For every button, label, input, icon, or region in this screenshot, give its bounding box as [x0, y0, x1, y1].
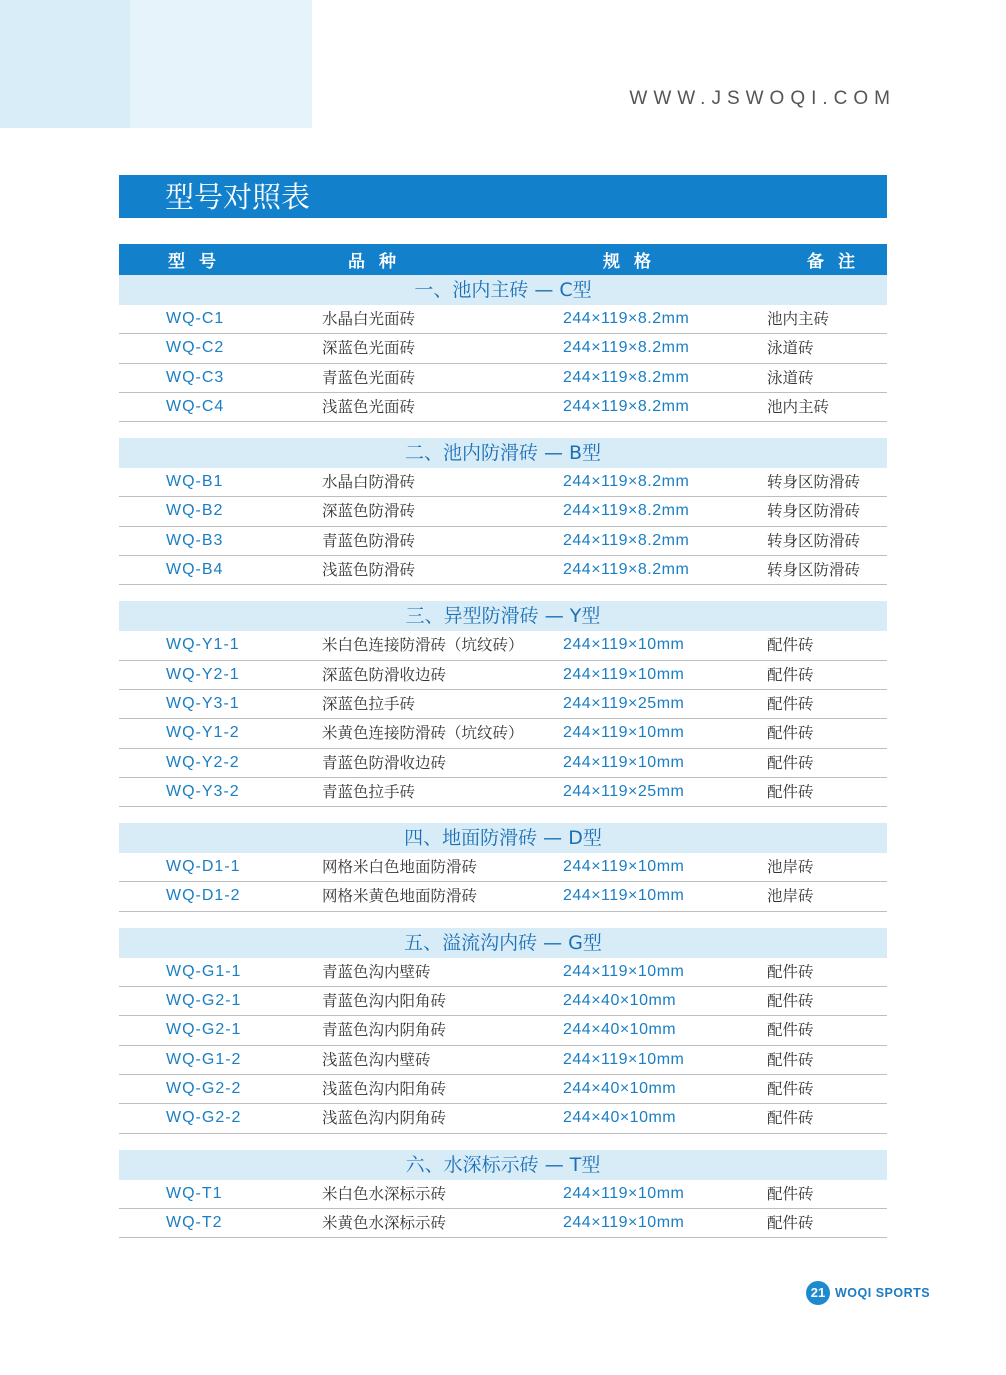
table-row — [119, 719, 887, 748]
cell-note: 泳道砖 — [767, 339, 814, 358]
cell-spec: 244×119×10mm — [563, 1050, 685, 1068]
table-row — [119, 1104, 887, 1133]
table-row — [119, 778, 887, 807]
cell-variety: 浅蓝色防滑砖 — [322, 561, 416, 580]
cell-variety: 深蓝色拉手砖 — [322, 694, 416, 713]
cell-model: WQ-Y2-2 — [166, 753, 240, 771]
title-bar — [119, 175, 887, 218]
cell-model: WQ-T2 — [166, 1213, 223, 1231]
cell-variety: 米白色连接防滑砖（坑纹砖） — [322, 636, 524, 655]
table-section — [119, 1150, 887, 1239]
section-gap — [119, 912, 887, 928]
cell-spec: 244×119×10mm — [563, 665, 685, 683]
table-row — [119, 882, 887, 911]
header-variety: 品 种 — [348, 252, 400, 272]
cell-variety: 青蓝色光面砖 — [322, 368, 416, 387]
table-section — [119, 601, 887, 807]
cell-model: WQ-T1 — [166, 1184, 223, 1202]
cell-model: WQ-C2 — [166, 339, 225, 357]
table-row — [119, 364, 887, 393]
cell-note: 配件砖 — [767, 724, 814, 743]
cell-model: WQ-G2-2 — [166, 1109, 242, 1127]
cell-spec: 244×40×10mm — [563, 1021, 677, 1039]
model-table — [119, 244, 887, 1238]
cell-model: WQ-G2-2 — [166, 1079, 242, 1097]
cell-variety: 米黄色连接防滑砖（坑纹砖） — [322, 724, 524, 743]
cell-note: 配件砖 — [767, 665, 814, 684]
cell-note: 配件砖 — [767, 753, 814, 772]
cell-variety: 青蓝色防滑收边砖 — [322, 753, 447, 772]
section-header: 六、水深标示砖 — T型 — [119, 1150, 887, 1180]
cell-note: 池岸砖 — [767, 887, 814, 906]
footer — [806, 1281, 930, 1305]
cell-note: 配件砖 — [767, 992, 814, 1011]
cell-model: WQ-B3 — [166, 531, 224, 549]
cell-spec: 244×119×10mm — [563, 1184, 685, 1202]
cell-spec: 244×119×10mm — [563, 858, 685, 876]
cell-variety: 浅蓝色光面砖 — [322, 397, 416, 416]
table-section — [119, 275, 887, 422]
cell-note: 配件砖 — [767, 1213, 814, 1232]
cell-note: 配件砖 — [767, 1184, 814, 1203]
table-header — [119, 244, 887, 275]
table-row — [119, 497, 887, 526]
cell-variety: 水晶白防滑砖 — [322, 473, 416, 492]
section-header: 三、异型防滑砖 — Y型 — [119, 601, 887, 631]
corner-decoration-inner — [0, 0, 130, 128]
table-row — [119, 556, 887, 585]
cell-note: 配件砖 — [767, 962, 814, 981]
section-header: 四、地面防滑砖 — D型 — [119, 823, 887, 853]
cell-note: 配件砖 — [767, 1021, 814, 1040]
table-section — [119, 823, 887, 912]
cell-model: WQ-C3 — [166, 368, 225, 386]
cell-model: WQ-Y1-1 — [166, 636, 240, 654]
cell-variety: 浅蓝色沟内阴角砖 — [322, 1109, 447, 1128]
cell-model: WQ-C4 — [166, 397, 225, 415]
cell-spec: 244×40×10mm — [563, 992, 677, 1010]
table-row — [119, 1180, 887, 1209]
table-row — [119, 1075, 887, 1104]
cell-spec: 244×119×10mm — [563, 887, 685, 905]
cell-model: WQ-G2-1 — [166, 992, 242, 1010]
table-row — [119, 1209, 887, 1238]
cell-note: 配件砖 — [767, 1109, 814, 1128]
cell-variety: 青蓝色拉手砖 — [322, 782, 416, 801]
section-header: 一、池内主砖 — C型 — [119, 275, 887, 305]
section-gap — [119, 585, 887, 601]
cell-note: 转身区防滑砖 — [767, 531, 861, 550]
cell-spec: 244×119×10mm — [563, 636, 685, 654]
table-row — [119, 1016, 887, 1045]
cell-variety: 深蓝色防滑收边砖 — [322, 665, 447, 684]
cell-variety: 深蓝色光面砖 — [322, 339, 416, 358]
table-section — [119, 438, 887, 585]
cell-note: 配件砖 — [767, 782, 814, 801]
cell-model: WQ-G2-1 — [166, 1021, 242, 1039]
cell-note: 转身区防滑砖 — [767, 502, 861, 521]
cell-model: WQ-D1-1 — [166, 858, 241, 876]
cell-model: WQ-D1-2 — [166, 887, 241, 905]
table-row — [119, 468, 887, 497]
cell-spec: 244×119×8.2mm — [563, 339, 690, 357]
cell-spec: 244×119×25mm — [563, 782, 685, 800]
cell-model: WQ-Y3-1 — [166, 694, 240, 712]
cell-model: WQ-G1-2 — [166, 1050, 242, 1068]
cell-variety: 青蓝色防滑砖 — [322, 531, 416, 550]
table-row — [119, 661, 887, 690]
cell-note: 转身区防滑砖 — [767, 473, 861, 492]
cell-spec: 244×119×10mm — [563, 1213, 685, 1231]
cell-model: WQ-B2 — [166, 502, 224, 520]
cell-note: 池内主砖 — [767, 397, 830, 416]
cell-spec: 244×40×10mm — [563, 1109, 677, 1127]
cell-variety: 浅蓝色沟内壁砖 — [322, 1050, 431, 1069]
cell-note: 泳道砖 — [767, 368, 814, 387]
header-spec: 规 格 — [603, 252, 655, 272]
cell-note: 转身区防滑砖 — [767, 561, 861, 580]
cell-spec: 244×119×8.2mm — [563, 531, 690, 549]
section-header: 二、池内防滑砖 — B型 — [119, 438, 887, 468]
table-row — [119, 1046, 887, 1075]
cell-variety: 深蓝色防滑砖 — [322, 502, 416, 521]
cell-spec: 244×119×8.2mm — [563, 397, 690, 415]
cell-note: 配件砖 — [767, 694, 814, 713]
section-header: 五、溢流沟内砖 — G型 — [119, 928, 887, 958]
section-gap — [119, 422, 887, 438]
cell-model: WQ-C1 — [166, 310, 225, 327]
cell-spec: 244×119×25mm — [563, 694, 685, 712]
cell-spec: 244×119×10mm — [563, 753, 685, 771]
table-row — [119, 690, 887, 719]
section-gap — [119, 807, 887, 823]
table-row — [119, 334, 887, 363]
cell-note: 配件砖 — [767, 1079, 814, 1098]
cell-note: 配件砖 — [767, 1050, 814, 1069]
cell-spec: 244×119×8.2mm — [563, 310, 690, 327]
header-model: 型 号 — [168, 252, 220, 272]
page-title: 型号对照表 — [165, 180, 311, 214]
cell-model: WQ-G1-1 — [166, 962, 242, 980]
cell-variety: 青蓝色沟内阳角砖 — [322, 992, 447, 1011]
table-row — [119, 393, 887, 422]
cell-variety: 水晶白光面砖 — [322, 310, 416, 328]
page-number: 21 — [806, 1281, 830, 1305]
cell-variety: 网格米黄色地面防滑砖 — [322, 887, 478, 906]
cell-model: WQ-B1 — [166, 473, 224, 491]
table-row — [119, 987, 887, 1016]
cell-note: 池内主砖 — [767, 310, 830, 328]
corner-decoration — [0, 0, 312, 128]
cell-spec: 244×40×10mm — [563, 1079, 677, 1097]
cell-variety: 米白色水深标示砖 — [322, 1184, 447, 1203]
cell-spec: 244×119×8.2mm — [563, 561, 690, 579]
cell-model: WQ-Y1-2 — [166, 724, 240, 742]
website-url: WWW.JSWOQI.COM — [629, 88, 896, 109]
cell-note: 池岸砖 — [767, 858, 814, 877]
cell-variety: 浅蓝色沟内阳角砖 — [322, 1079, 447, 1098]
header-note: 备 注 — [807, 252, 859, 272]
cell-model: WQ-Y3-2 — [166, 782, 240, 800]
section-gap — [119, 1134, 887, 1150]
table-row — [119, 853, 887, 882]
cell-variety: 米黄色水深标示砖 — [322, 1213, 447, 1232]
table-body — [119, 275, 887, 1238]
table-row — [119, 749, 887, 778]
cell-variety: 网格米白色地面防滑砖 — [322, 858, 478, 877]
cell-variety: 青蓝色沟内阴角砖 — [322, 1021, 447, 1040]
table-row — [119, 527, 887, 556]
cell-spec: 244×119×8.2mm — [563, 502, 690, 520]
cell-model: WQ-Y2-1 — [166, 665, 240, 683]
brand-name: WOQI SPORTS — [835, 1286, 931, 1300]
table-section — [119, 928, 887, 1134]
cell-spec: 244×119×8.2mm — [563, 473, 690, 491]
cell-spec: 244×119×10mm — [563, 962, 685, 980]
table-row — [119, 631, 887, 660]
cell-model: WQ-B4 — [166, 561, 224, 579]
cell-spec: 244×119×8.2mm — [563, 368, 690, 386]
cell-note: 配件砖 — [767, 636, 814, 655]
table-row — [119, 958, 887, 987]
cell-variety: 青蓝色沟内壁砖 — [322, 962, 431, 981]
table-row — [119, 305, 887, 334]
cell-spec: 244×119×10mm — [563, 724, 685, 742]
